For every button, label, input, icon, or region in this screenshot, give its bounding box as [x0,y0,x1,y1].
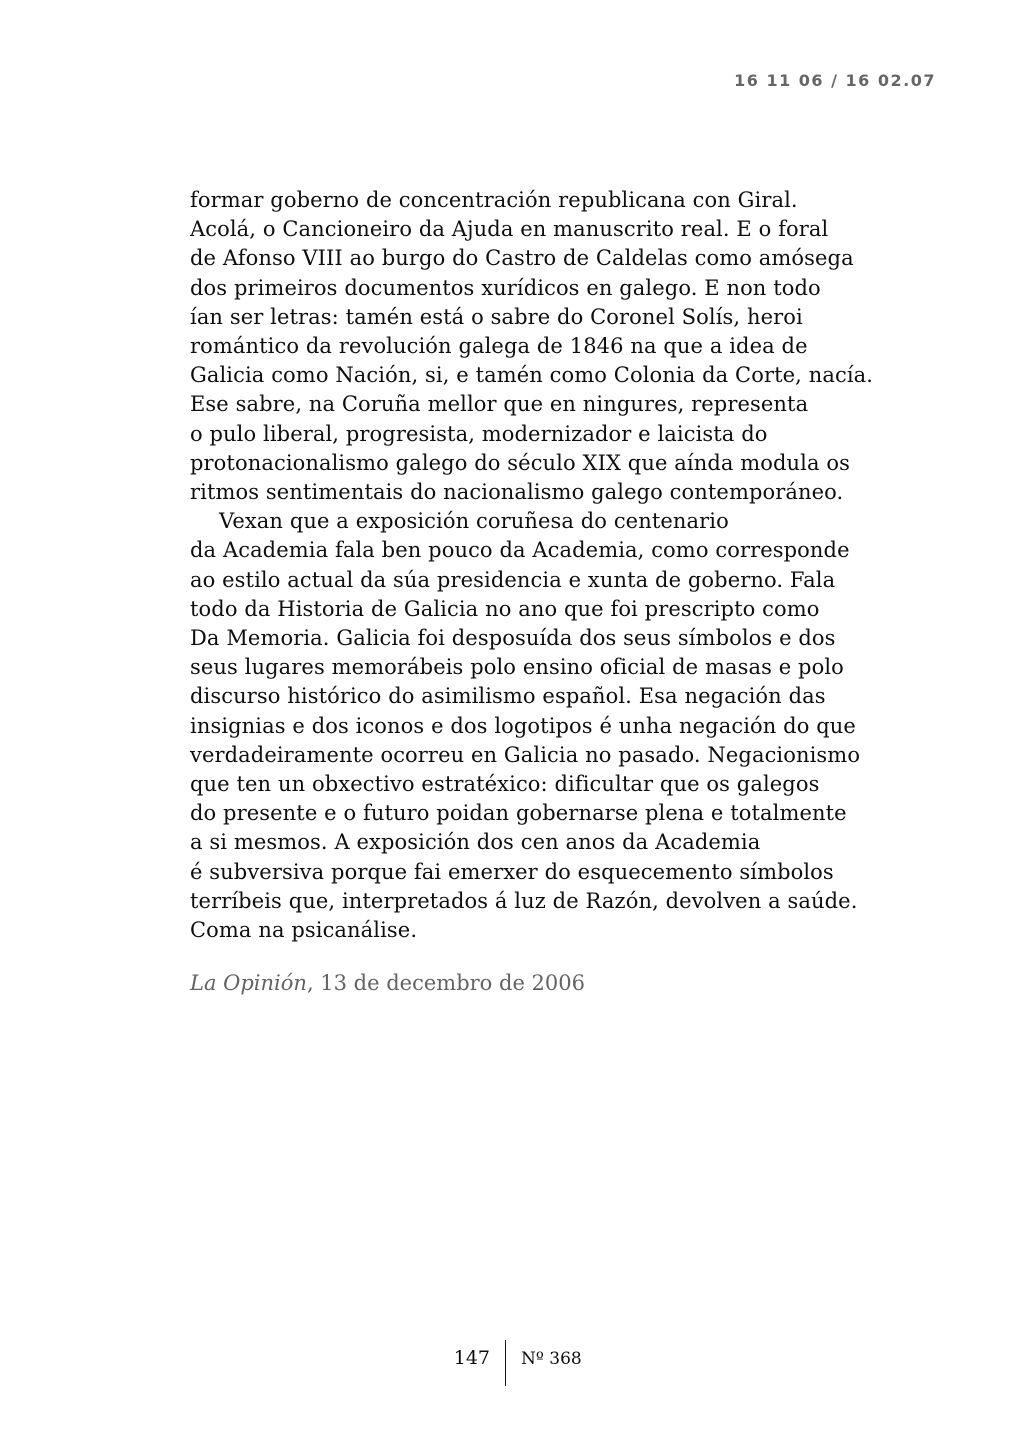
text-line: seus lugares memorábeis polo ensino oficial de masas e polo [190,655,844,680]
text-line: que ten un obxectivo estratéxico: dificultar que os galegos [190,772,820,797]
text-line: Coma na psicanálise. [190,918,418,943]
footer-divider [505,1340,506,1386]
text-line: Da Memoria. Galicia foi desposuída dos seus símbolos e dos [190,626,836,651]
text-line: do presente e o futuro poidan gobernarse plena e totalmente [190,801,847,826]
paragraph-2 [190,507,890,945]
issue-number: Nº 368 [521,1349,582,1369]
text-line: ritmos sentimentais do nacionalismo galego contemporáneo. [190,480,844,505]
text-line: ao estilo actual da súa presidencia e xunta de goberno. Fala [190,567,836,592]
text-line: romántico da revolución galega de 1846 na que a idea de [190,334,808,359]
print-timestamp: 16 11 06 / 16 02.07 [734,71,936,90]
text-line: de Afonso VIII ao burgo do Castro de Caldelas como amósega [190,246,854,271]
text-line: Galicia como Nación, si, e tamén como Colonia da Corte, nacía. [190,363,874,388]
text-line: formar goberno de concentración republicana con Giral. [190,188,798,212]
page-number: 147 [453,1347,490,1369]
text-line: Acolá, o Cancioneiro da Ajuda en manuscrito real. E o foral [190,217,829,242]
publication-date: , 13 de decembro de 2006 [306,971,585,996]
text-line: insignias e dos iconos e dos logotipos é unha negación do que [190,713,856,738]
paragraph-1 [190,186,890,507]
text-line: terríbeis que, interpretados á luz de Razón, devolven a saúde. [190,888,858,913]
text-line: discurso histórico do asimilismo español. Esa negación das [190,684,826,709]
text-line: Vexan que a exposición coruñesa do centenario [219,509,729,534]
text-line: dos primeiros documentos xurídicos en galego. E non todo [190,275,821,300]
text-line: o pulo liberal, progresista, modernizador e laicista do [190,421,768,446]
text-line: da Academia fala ben pouco da Academia, como corresponde [190,538,850,563]
text-line: protonacionalismo galego do século XIX que aínda modula os [190,450,851,475]
publication-name: La Opinión [190,971,307,996]
text-line: verdadeiramente ocorreu en Galicia no pasado. Negacionismo [190,742,861,767]
page-footer [0,1335,1010,1395]
text-line: a si mesmos. A exposición dos cen anos da Academia [190,830,761,855]
text-line: todo da Historia de Galicia no ano que foi prescripto como [190,596,820,621]
source-citation [190,969,890,998]
body-text [190,186,890,998]
text-line: é subversiva porque fai emerxer do esquecemento símbolos [190,859,834,884]
text-line: Ese sabre, na Coruña mellor que en ningures, representa [190,392,809,417]
text-line: ían ser letras: tamén está o sabre do Coronel Solís, heroi [190,304,803,329]
